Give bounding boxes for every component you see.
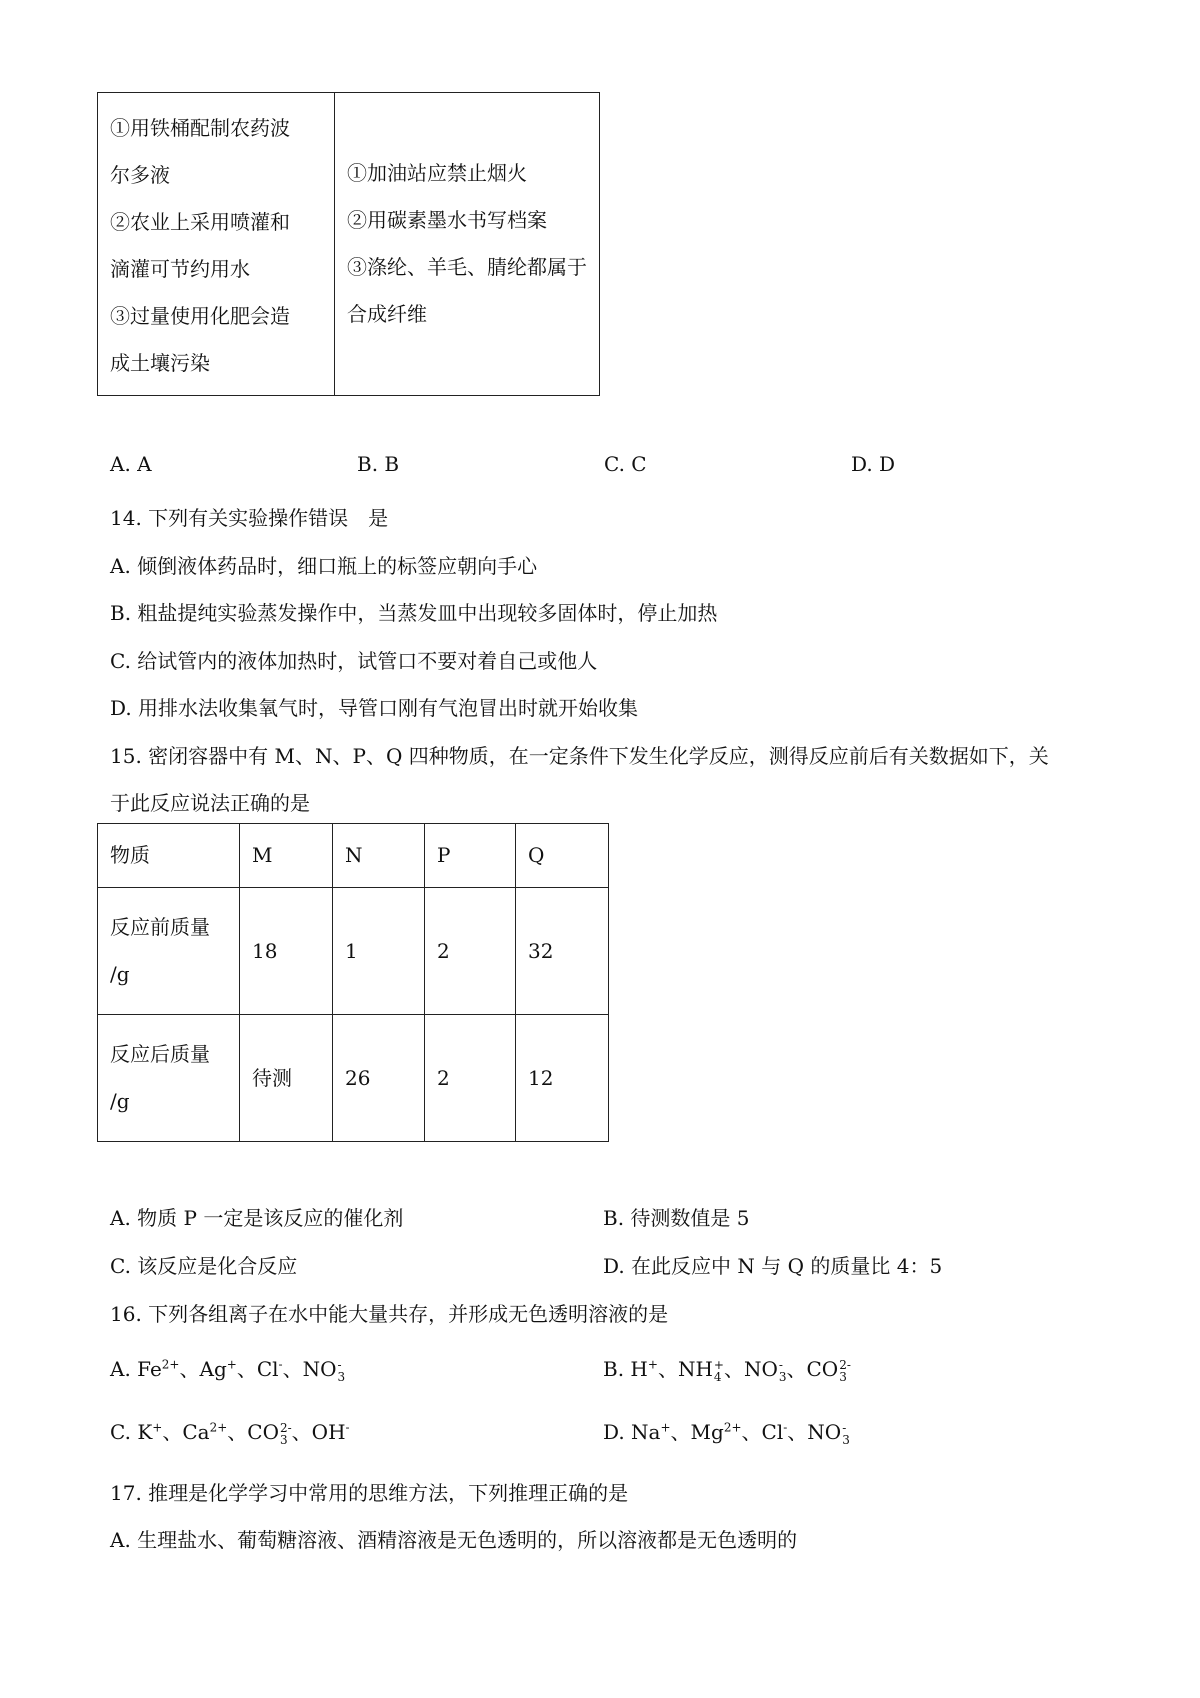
header-q: Q xyxy=(516,824,609,888)
ion-scripts xyxy=(337,1359,345,1383)
ion-co3: CO xyxy=(806,1357,839,1381)
q14-option-d[interactable]: D. 用排水法收集氧气时，导管口刚有气泡冒出时就开始收集 xyxy=(110,696,639,720)
row-label-line: 反应前质量 xyxy=(110,915,210,939)
ion-k: K xyxy=(137,1420,153,1444)
ion-scripts xyxy=(779,1359,787,1383)
q16-stem: 16. 下列各组离子在水中能大量共存，并形成无色透明溶液的是 xyxy=(110,1302,669,1326)
charge: 2+ xyxy=(161,1357,180,1372)
cell-before-q: 32 xyxy=(516,888,609,1015)
charge: + xyxy=(660,1420,671,1435)
option-label: A. xyxy=(110,1357,138,1381)
ion-scripts xyxy=(842,1422,850,1446)
row-after-label xyxy=(98,1015,240,1142)
cell-before-n: 1 xyxy=(333,888,425,1015)
q13-option-c[interactable]: C. C xyxy=(604,452,647,476)
sep: 、 xyxy=(227,1420,248,1444)
cell-before-p: 2 xyxy=(425,888,516,1015)
cell-line: 尔多液 xyxy=(110,163,170,187)
subscript: 4 xyxy=(713,1369,722,1384)
option-label: B. xyxy=(603,1357,631,1381)
sep: 、 xyxy=(657,1357,678,1381)
cell-line: ①加油站应禁止烟火 xyxy=(347,161,527,185)
cell-line: ②农业上采用喷灌和 xyxy=(110,210,290,234)
sep: 、 xyxy=(787,1420,808,1444)
row-label-line: 反应后质量 xyxy=(110,1042,210,1066)
sep: 、 xyxy=(723,1357,744,1381)
q16-option-c[interactable] xyxy=(110,1416,350,1446)
q17-option-a[interactable]: A. 生理盐水、葡萄糖溶液、酒精溶液是无色透明的，所以溶液都是无色透明的 xyxy=(110,1528,798,1552)
sep: 、 xyxy=(670,1420,691,1444)
charge: - xyxy=(783,1420,788,1435)
charge: + xyxy=(713,1357,724,1372)
cell-after-m: 待测 xyxy=(240,1015,333,1142)
q15-option-b[interactable]: B. 待测数值是 5 xyxy=(603,1206,750,1230)
charge: + xyxy=(226,1357,237,1372)
charge: 2- xyxy=(839,1357,851,1372)
charge: 2+ xyxy=(723,1420,742,1435)
q17-stem: 17. 推理是化学学习中常用的思维方法，下列推理正确的是 xyxy=(110,1481,629,1505)
q13-option-d[interactable]: D. D xyxy=(851,452,896,476)
q15-option-c[interactable]: C. 该反应是化合反应 xyxy=(110,1254,298,1278)
ion-na: Na xyxy=(631,1420,661,1444)
q15-option-a[interactable]: A. 物质 P 一定是该反应的催化剂 xyxy=(110,1206,404,1230)
cell-line: 滴灌可节约用水 xyxy=(110,257,250,281)
ion-fe: Fe xyxy=(137,1357,162,1381)
q13-option-b[interactable]: B. B xyxy=(357,452,400,476)
ion-no3: NO xyxy=(807,1420,842,1444)
ion-cl: Cl xyxy=(761,1420,784,1444)
charge: + xyxy=(647,1357,658,1372)
q14-stem: 14. 下列有关实验操作错误 是 xyxy=(110,506,389,530)
header-m: M xyxy=(240,824,333,888)
cell-line: ②用碳素墨水书写档案 xyxy=(347,208,547,232)
sep: 、 xyxy=(162,1420,183,1444)
option-label: D. xyxy=(603,1420,632,1444)
q16-option-a[interactable] xyxy=(110,1353,345,1383)
ion-no3: NO xyxy=(743,1357,778,1381)
q14-option-a[interactable]: A. 倾倒液体药品时，细口瓶上的标签应朝向手心 xyxy=(110,554,538,578)
charge: - xyxy=(842,1420,847,1435)
ion-mg: Mg xyxy=(690,1420,724,1444)
ion-ca: Ca xyxy=(182,1420,210,1444)
cell-before-m: 18 xyxy=(240,888,333,1015)
ion-oh: OH xyxy=(311,1420,346,1444)
q15-option-d[interactable]: D. 在此反应中 N 与 Q 的质量比 4：5 xyxy=(603,1254,943,1278)
cell-line: 合成纤维 xyxy=(347,302,427,326)
safety-table xyxy=(97,92,600,396)
q16-option-d[interactable] xyxy=(603,1416,850,1446)
ion-scripts xyxy=(714,1359,724,1383)
ion-cl: Cl xyxy=(256,1357,279,1381)
mass-data-table xyxy=(97,823,609,1142)
charge: - xyxy=(337,1357,342,1372)
charge: - xyxy=(278,1357,283,1372)
subscript: 3 xyxy=(337,1369,346,1384)
sep: 、 xyxy=(282,1357,303,1381)
row-before-label xyxy=(98,888,240,1015)
header-n: N xyxy=(333,824,425,888)
cell-line: ③涤纶、羊毛、腈纶都属于 xyxy=(347,255,587,279)
cell-after-q: 12 xyxy=(516,1015,609,1142)
cell-line: 成土壤污染 xyxy=(110,351,210,375)
ion-ag: Ag xyxy=(199,1357,227,1381)
sep: 、 xyxy=(291,1420,312,1444)
sep: 、 xyxy=(741,1420,762,1444)
cell-line: ①用铁桶配制农药波 xyxy=(110,116,290,140)
ion-h: H xyxy=(630,1357,648,1381)
sep: 、 xyxy=(236,1357,257,1381)
subscript: 3 xyxy=(279,1432,288,1447)
ion-scripts xyxy=(839,1359,851,1383)
table-cell-left xyxy=(98,93,335,396)
q15-stem-line2: 于此反应说法正确的是 xyxy=(110,791,310,815)
header-substance: 物质 xyxy=(98,824,240,888)
charge: + xyxy=(152,1420,163,1435)
cell-after-n: 26 xyxy=(333,1015,425,1142)
row-label-line: /g xyxy=(110,1089,130,1113)
sep: 、 xyxy=(179,1357,200,1381)
charge: - xyxy=(345,1420,350,1435)
sep: 、 xyxy=(786,1357,807,1381)
row-label-line: /g xyxy=(110,962,130,986)
subscript: 3 xyxy=(839,1369,847,1384)
cell-after-p: 2 xyxy=(425,1015,516,1142)
charge: 2+ xyxy=(209,1420,228,1435)
ion-nh4: NH xyxy=(677,1357,713,1381)
table-cell-right xyxy=(335,93,600,396)
ion-co3: CO xyxy=(247,1420,279,1444)
ion-scripts xyxy=(280,1422,292,1446)
charge: - xyxy=(778,1357,783,1372)
subscript: 3 xyxy=(778,1369,787,1384)
charge: 2- xyxy=(279,1420,292,1435)
q13-option-a[interactable]: A. A xyxy=(110,452,152,476)
option-label: C. xyxy=(110,1420,138,1444)
q16-option-b[interactable] xyxy=(603,1353,851,1383)
q14-option-b[interactable]: B. 粗盐提纯实验蒸发操作中，当蒸发皿中出现较多固体时，停止加热 xyxy=(110,601,718,625)
header-p: P xyxy=(425,824,516,888)
q15-stem-line1: 15. 密闭容器中有 M、N、P、Q 四种物质，在一定条件下发生化学反应，测得反应前后有关数据如下，关 xyxy=(110,744,1049,768)
q14-option-c[interactable]: C. 给试管内的液体加热时，试管口不要对着自己或他人 xyxy=(110,649,598,673)
subscript: 3 xyxy=(842,1432,850,1447)
ion-no3: NO xyxy=(302,1357,337,1381)
cell-line: ③过量使用化肥会造 xyxy=(110,304,290,328)
